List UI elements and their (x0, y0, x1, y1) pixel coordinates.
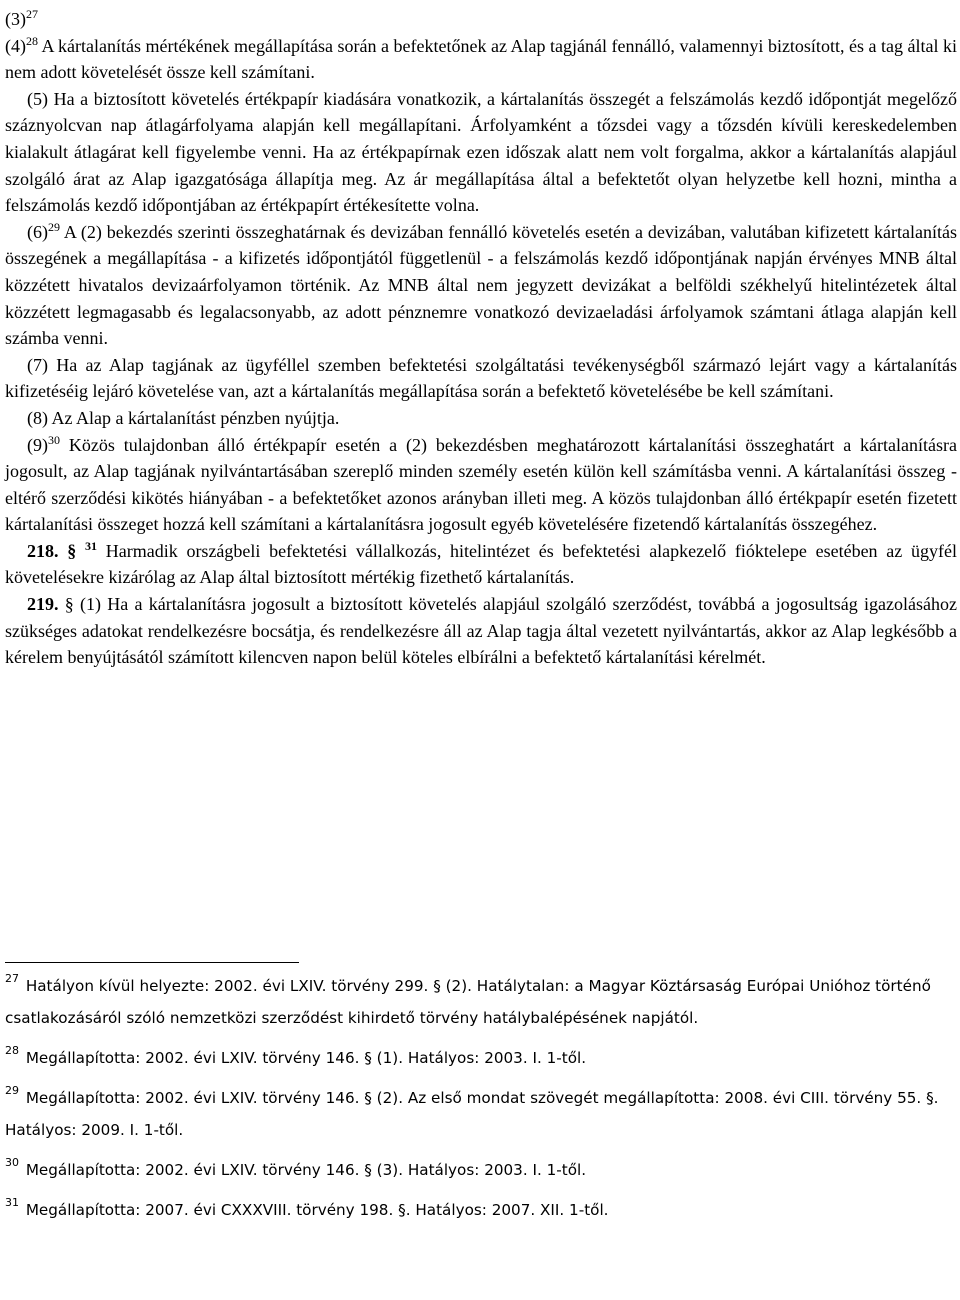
paragraph-text: A (2) bekezdés szerinti összeghatárnak és devizában fennálló követelés esetén a devizában, valutában kifizetett kártalanítás összegének a megállapítása - a kifizetés időpontjától függetlenül - a felszámolás kezdő időpontjának napján érvényes MNB által közzétett hivatalos devizaárfolyamon történik. Az MNB által nem jegyzett devizákat a belföldi székhelyű hitelintézetek által közzétett legmagasabb és legalacsonyabb, az adott pénznemre vonatkozó devizaeladási árfolyamok számtani átlaga alapján kell számba venni. (5, 221, 957, 349)
paragraph-text: A kártalanítás mértékének megállapítása során a befektetőnek az Alap tagjánál fennálló, valamennyi biztosított, és a tag által ki nem adott követelését össze kell számítani. (5, 35, 957, 83)
paragraph-4 (5, 33, 957, 86)
section-number: 219. (27, 594, 59, 615)
paragraph-5: (5) Ha a biztosított követelés értékpapír kiadására vonatkozik, a kártalanítás összegét a felszámolás kezdő időpontját megelőző száznyolcvan nap átlagárfolyama alapján kell megállapítani. Árfolyamként a tőzsdei vagy a tőzsdén kívüli kereskedelemben kialakult átlagárat kell figyelembe venni. Ha az értékpapírnak ezen időszak alatt nem volt forgalma, akkor a kártalanítás alapjául szolgáló árat az Alap igazgatósága állapítja meg. Az ár megállapítása által a befektetőt olyan helyzetbe kell hozni, mintha a felszámolás kezdő időpontjában az értékpapírt értékesítette volna. (5, 88, 957, 216)
footnote-text: Megállapította: 2002. évi LXIV. törvény 146. § (3). Hatályos: 2003. I. 1-től. (21, 1161, 587, 1179)
paragraph-marker: (6) (27, 221, 48, 242)
footnotes (5, 970, 957, 1226)
footnote-27 (5, 970, 957, 1034)
paragraph-marker: (4) (5, 35, 26, 56)
footnote-text: Megállapította: 2007. évi CXXXVIII. törvény 198. §. Hatályos: 2007. XII. 1-től. (21, 1201, 609, 1219)
footnote-number: 29 (5, 1084, 19, 1097)
section-text: Harmadik országbeli befektetési vállalkozás, hitelintézet és befektetési alapkezelő fióktelepe esetében az ügyfél követelésekre kizárólag az Alap által biztosított mértékig fizethető kártalanítás. (5, 540, 957, 588)
paragraph-text: Közös tulajdonban álló értékpapír esetén a (2) bekezdésben meghatározott kártalanítási összeghatárt a kártalanításra jogosult, az Alap tagjának nyilvántartásában szereplő minden személy esetén külön kell számításba venni. A kártalanítási összeg - eltérő szerződési kikötés hiányában - a befektetőket azonos arányban illeti meg. A közös tulajdonban álló értékpapír esetén fizetett kártalanítási összeget hozzá kell számítani a kártalanításra jogosult egyéb követelésére fizetendő kártalanítás összegéhez. (5, 434, 957, 535)
section-sign: § (58, 540, 85, 561)
footnote-text: Hatályon kívül helyezte: 2002. évi LXIV. törvény 299. § (2). Hatálytalan: a Magyar Köztársaság Európai Unióhoz történő csatlakozásáról szóló nemzetközi szerződést kihirdető törvény hatálybalépésének napjától. (5, 977, 931, 1027)
footnote-number: 31 (5, 1196, 19, 1209)
paragraph-marker: (9) (27, 434, 48, 455)
paragraph-8: (8) Az Alap a kártalanítást pénzben nyújtja. (27, 407, 340, 428)
footnote-30 (5, 1154, 957, 1186)
footnote-text: Megállapította: 2002. évi LXIV. törvény 146. § (2). Az első mondat szövegét megállapította: 2008. évi CIII. törvény 55. §. Hatályos: 2009. I. 1-től. (5, 1089, 939, 1139)
footnote-ref-28[interactable]: 28 (26, 33, 38, 48)
footnote-number: 30 (5, 1156, 19, 1169)
main-text (5, 6, 957, 671)
footnote-31 (5, 1194, 957, 1226)
section-218 (5, 538, 957, 591)
section-number: 218. (27, 540, 59, 561)
footnote-separator (5, 962, 299, 963)
footnote-text: Megállapította: 2002. évi LXIV. törvény 146. § (1). Hatályos: 2003. I. 1-től. (21, 1049, 587, 1067)
paragraph-marker: (3) (5, 9, 26, 29)
footnote-ref-31[interactable]: 31 (84, 538, 97, 553)
paragraph-6 (5, 219, 957, 352)
paragraph-9 (5, 432, 957, 538)
footnote-29 (5, 1082, 957, 1146)
section-text: § (1) Ha a kártalanításra jogosult a biztosított követelés alapjául szolgáló szerződést, továbbá a jogosultság igazolásához szükséges adatokat rendelkezésre bocsátja, és rendelkezésre áll az Alap tagja által vezetett nyilvántartás, akkor az Alap legkésőbb a kérelem benyújtásától számított kilencven napon belül köteles elbírálni a befektető kártalanítási kérelmét. (5, 594, 957, 668)
footnote-28 (5, 1042, 957, 1074)
paragraph-3 (5, 6, 957, 33)
footnote-number: 27 (5, 972, 19, 985)
footnote-ref-27[interactable]: 27 (26, 7, 38, 21)
paragraph-7: (7) Ha az Alap tagjának az ügyféllel szemben befektetési szolgáltatási tevékenységből származó lejárt vagy a kártalanítás kifizetéséig lejáró követelése van, azt a kártalanítás megállapítása során a befektető követelésébe be kell számítani. (5, 354, 957, 402)
footnote-ref-30[interactable]: 30 (48, 432, 60, 447)
footnote-number: 28 (5, 1044, 19, 1057)
section-219 (5, 591, 957, 671)
footnote-ref-29[interactable]: 29 (48, 219, 60, 234)
